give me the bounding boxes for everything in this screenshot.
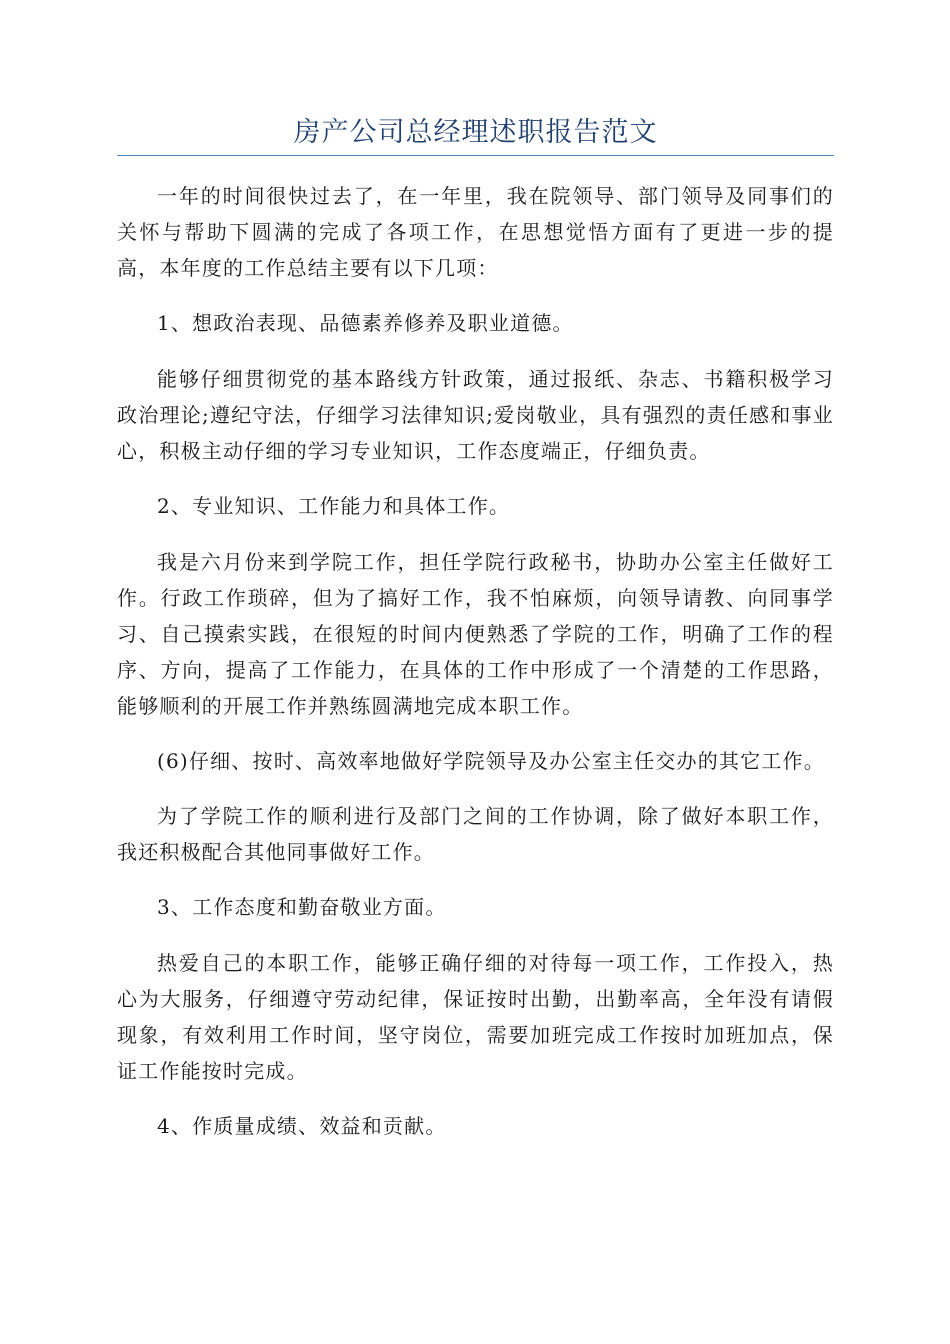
section-heading-3: 3、工作态度和勤奋敬业方面。 — [157, 895, 447, 919]
section-heading-2: 2、专业知识、工作能力和具体工作。 — [157, 494, 511, 518]
title-underline — [117, 155, 834, 156]
section-heading-4: 4、作质量成绩、效益和贡献。 — [157, 1114, 447, 1138]
section-2-paragraph: 我是六月份来到学院工作，担任学院行政秘书，协助办公室主任做好工作。行政工作琐碎，但为了搞好工作，我不怕麻烦，向领导请教、向同事学习、自己摸索实践，在很短的时间内便熟悉了学院的工作，明确了工作的程序、方向，提高了工作能力，在具体的工作中形成了一个清楚的工作思路，能够顺利的开展工作并熟练圆满地完成本职工作。 — [117, 550, 834, 718]
section-2-paragraph-coordination: 为了学院工作的顺利进行及部门之间的工作协调，除了做好本职工作，我还积极配合其他同事做好工作。 — [117, 804, 834, 864]
section-heading-1: 1、想政治表现、品德素养修养及职业道德。 — [157, 311, 574, 335]
section-2-item-6: (6)仔细、按时、高效率地做好学院领导及办公室主任交办的其它工作。 — [157, 749, 825, 773]
document-body — [117, 178, 834, 1164]
section-3-paragraph: 热爱自己的本职工作，能够正确仔细的对待每一项工作，工作投入，热心为大服务，仔细遵守劳动纪律，保证按时出勤，出勤率高，全年没有请假现象，有效利用工作时间，坚守岗位，需要加班完成工作按时加班加点，保证工作能按时完成。 — [117, 951, 834, 1083]
intro-paragraph: 一年的时间很快过去了，在一年里，我在院领导、部门领导及同事们的关怀与帮助下圆满的完成了各项工作，在思想觉悟方面有了更进一步的提高，本年度的工作总结主要有以下几项： — [117, 184, 834, 280]
section-1-paragraph: 能够仔细贯彻党的基本路线方针政策，通过报纸、杂志、书籍积极学习政治理论;遵纪守法，仔细学习法律知识;爱岗敬业，具有强烈的责任感和事业心，积极主动仔细的学习专业知识，工作态度端正，仔细负责。 — [117, 367, 834, 463]
document-title: 房产公司总经理述职报告范文 — [293, 117, 658, 148]
